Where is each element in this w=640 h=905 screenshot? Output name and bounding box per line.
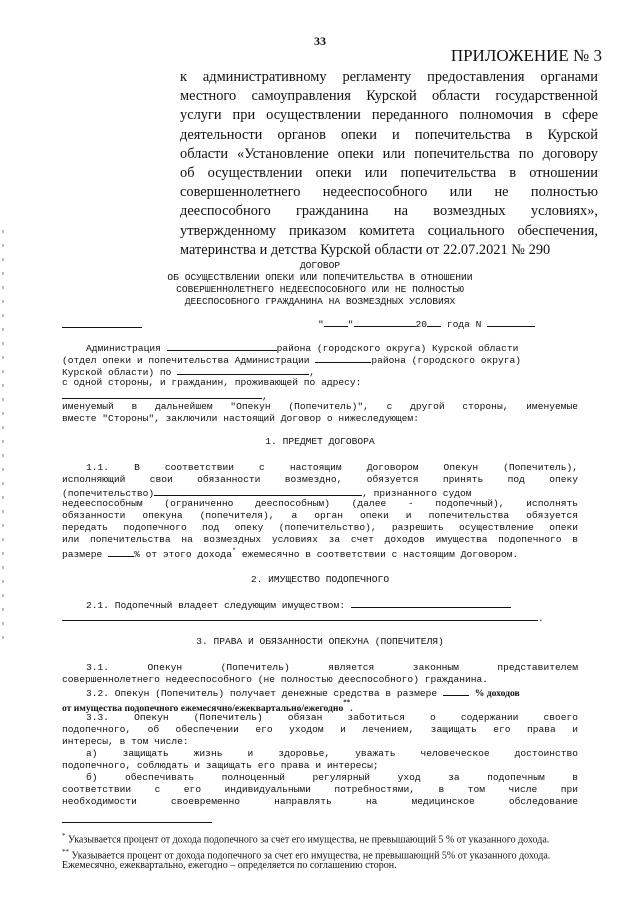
footnote-text: Указывается процент от дохода подопечного за счет его имущества, не превышающий 5 % от указанного дохода.: [65, 834, 550, 846]
preamble-text: ,: [309, 367, 315, 378]
place-blank[interactable]: [62, 327, 142, 328]
section-1-fragment: , признанного судом: [362, 488, 472, 499]
section-3-fragment: .: [350, 703, 353, 714]
contract-number-blank[interactable]: [487, 317, 535, 327]
representative-blank[interactable]: [177, 365, 309, 375]
footnote-text: Указывается процент от дохода подопечного за счет его имущества, не превышающий 5% от указанного дохода.: [69, 850, 551, 862]
month-blank[interactable]: [354, 317, 416, 327]
appendix-line: совершеннолетнего недееспособного или не полностью: [180, 184, 598, 201]
section-1-fragment: ежемесячно в соответствии с настоящим Договором.: [236, 549, 519, 561]
contract-title: ДОГОВОР: [299, 260, 341, 271]
appendix-line: деятельности органов опеки и попечительства в Курской: [180, 126, 598, 143]
section-1-heading: 1. ПРЕДМЕТ ДОГОВОРА: [265, 436, 375, 447]
section-3-text: необходимости своевременно направлять на медицинское обследование: [62, 796, 578, 807]
preamble-text: (отдел опеки и попечительства Администрации: [62, 355, 310, 366]
percent-blank[interactable]: [108, 547, 134, 557]
preamble-line-6: именуемый в дальнейшем "Опекун (Попечитель)", с другой стороны, именуемые: [62, 401, 578, 412]
appendix-text: [180, 68, 598, 260]
appendix-title: ПРИЛОЖЕНИЕ № 3: [450, 46, 602, 65]
section-3-text: б) обеспечивать полноценный регулярный уход за подопечным в: [86, 772, 578, 783]
section-1-text: обязанности опекуна (попечителя), а орган опеки и попечительства обязуется: [62, 510, 578, 521]
preamble-text: ,: [262, 391, 268, 402]
year-prefix: 20: [415, 319, 428, 330]
section-3-heading: 3. ПРАВА И ОБЯЗАННОСТИ ОПЕКУНА (ПОПЕЧИТЕЛЯ): [196, 636, 444, 647]
section-2-text: [86, 598, 511, 612]
appendix-line: услуги при осуществлении переданного полномочия в сфере: [180, 107, 598, 124]
preamble-text: Курской области) по: [62, 367, 172, 378]
section-3-text: а) защищать жизнь и здоровье, уважать человеческое достоинство: [86, 748, 578, 759]
section-1-text: исполняющий свои обязанности возмездно, обязуется принять под опеку: [62, 474, 578, 485]
section-1-text: [62, 546, 518, 561]
section-3-fragment: 3.2. Опекун (Попечитель) получает денежные средства в размере: [86, 688, 438, 699]
preamble-text: района (городского округа): [371, 355, 522, 366]
section-3-text: соответствии с его индивидуальными потребностями, в том числе при: [62, 784, 578, 795]
section-1-text: передать подопечного под опеку (попечительство), разрешить осуществление опеки: [62, 522, 578, 533]
address-blank[interactable]: [62, 389, 262, 399]
section-3-text: подопечного, об обеспечении его уходом и лечением, защищать его права и: [62, 724, 578, 735]
date-line: [318, 317, 535, 331]
footnote-mark: **: [62, 848, 69, 856]
footnote-separator: [62, 822, 212, 823]
appendix-line: утвержденному приказом комитета социального обеспечения,: [180, 222, 598, 239]
appendix-line: об осуществлении опеки или попечительства в отношении: [180, 165, 598, 182]
appendix-line: дееспособного гражданина на возмездных условиях»,: [180, 203, 598, 220]
appendix-line: к административному регламенту предоставления органами: [180, 69, 598, 85]
footnote-mark: *: [62, 832, 66, 840]
property-blank[interactable]: [351, 598, 511, 608]
property-blank-2[interactable]: [62, 611, 538, 621]
section-1-fragment: (попечительство): [62, 488, 155, 499]
contract-subtitle-line: ОБ ОСУЩЕСТВЛЕНИИ ОПЕКИ ИЛИ ПОПЕЧИТЕЛЬСТВА В ОТНОШЕНИИ: [167, 272, 473, 283]
section-1-text: 1.1. В соответствии с настоящим Договором Опекун (Попечитель),: [86, 462, 578, 473]
section-2-fragment: .: [538, 613, 544, 624]
page-number: 33: [314, 34, 326, 48]
section-1-fragment: размере: [62, 549, 103, 561]
contract-subtitle-line: ДЕЕСПОСОБНОГО ГРАЖДАНИНА НА ВОЗМЕЗДНЫХ УСЛОВИЯХ: [184, 296, 456, 307]
preamble-line-4: с одной стороны, и гражданин, проживающей по адресу:: [62, 377, 362, 388]
footnote-mark: **: [343, 698, 351, 707]
year-suffix: года N: [446, 319, 482, 330]
section-2-text: [62, 611, 544, 625]
income-percent-blank[interactable]: [443, 686, 469, 696]
section-2-fragment: 2.1. Подопечный владеет следующим имуществом:: [86, 600, 346, 611]
section-1-text: или попечительства на возмездных условиях за счет доходов имущества подопечного в: [62, 534, 578, 545]
appendix-line: области «Установление опеки или попечительства по договору: [180, 145, 598, 162]
preamble-text: района (городского округа) Курской области: [276, 343, 519, 354]
district-blank[interactable]: [167, 341, 277, 351]
section-1-text: недееспособным (ограниченно дееспособным) (далее - подопечный), исполнять: [62, 498, 578, 509]
appendix-line: местного самоуправления Курской области государственной: [180, 88, 598, 105]
date-quote-open: ": [318, 319, 324, 330]
section-3-text: подопечного, соблюдать и защищать его права и интересы;: [62, 760, 379, 771]
section-3-fragment: от имущества подопечного ежемесячно/ежеквартально/ежегодно: [62, 703, 344, 714]
section-3-text: совершеннолетнего недееспособного (не полностью дееспособного) гражданина.: [62, 674, 489, 685]
appendix-line: материнства и детства Курской области от 22.07.2021 № 290: [180, 241, 551, 258]
ward-name-blank[interactable]: [154, 486, 362, 496]
date-quote-close: ": [347, 319, 354, 330]
section-3-fragment: % доходов: [474, 688, 520, 699]
footnote-2-continuation: Ежемесячно, ежеквартально, ежегодно – определяется по соглашению сторон.: [62, 860, 397, 871]
section-3-text: 3.3. Опекун (Попечитель) обязан заботиться о содержании своего: [86, 712, 578, 723]
day-blank[interactable]: [324, 317, 348, 327]
preamble-text: Администрация: [86, 343, 161, 354]
footnote-mark: *: [231, 548, 237, 556]
section-1-fragment: % от этого дохода: [134, 549, 232, 561]
district-blank-2[interactable]: [315, 353, 371, 363]
section-3-text: интересы, в том числе:: [62, 736, 189, 747]
year-blank[interactable]: [427, 317, 441, 327]
preamble-line-7: вместе "Стороны", заключили настоящий Договор о нижеследующем:: [62, 413, 419, 424]
contract-subtitle-line: СОВЕРШЕННОЛЕТНЕГО НЕДЕЕСПОСОБНОГО ИЛИ НЕ ПОЛНОСТЬЮ: [176, 284, 464, 295]
section-2-heading: 2. ИМУЩЕСТВО ПОДОПЕЧНОГО: [250, 574, 390, 585]
section-3-text: 3.1. Опекун (Попечитель) является законным представителем: [86, 662, 578, 673]
